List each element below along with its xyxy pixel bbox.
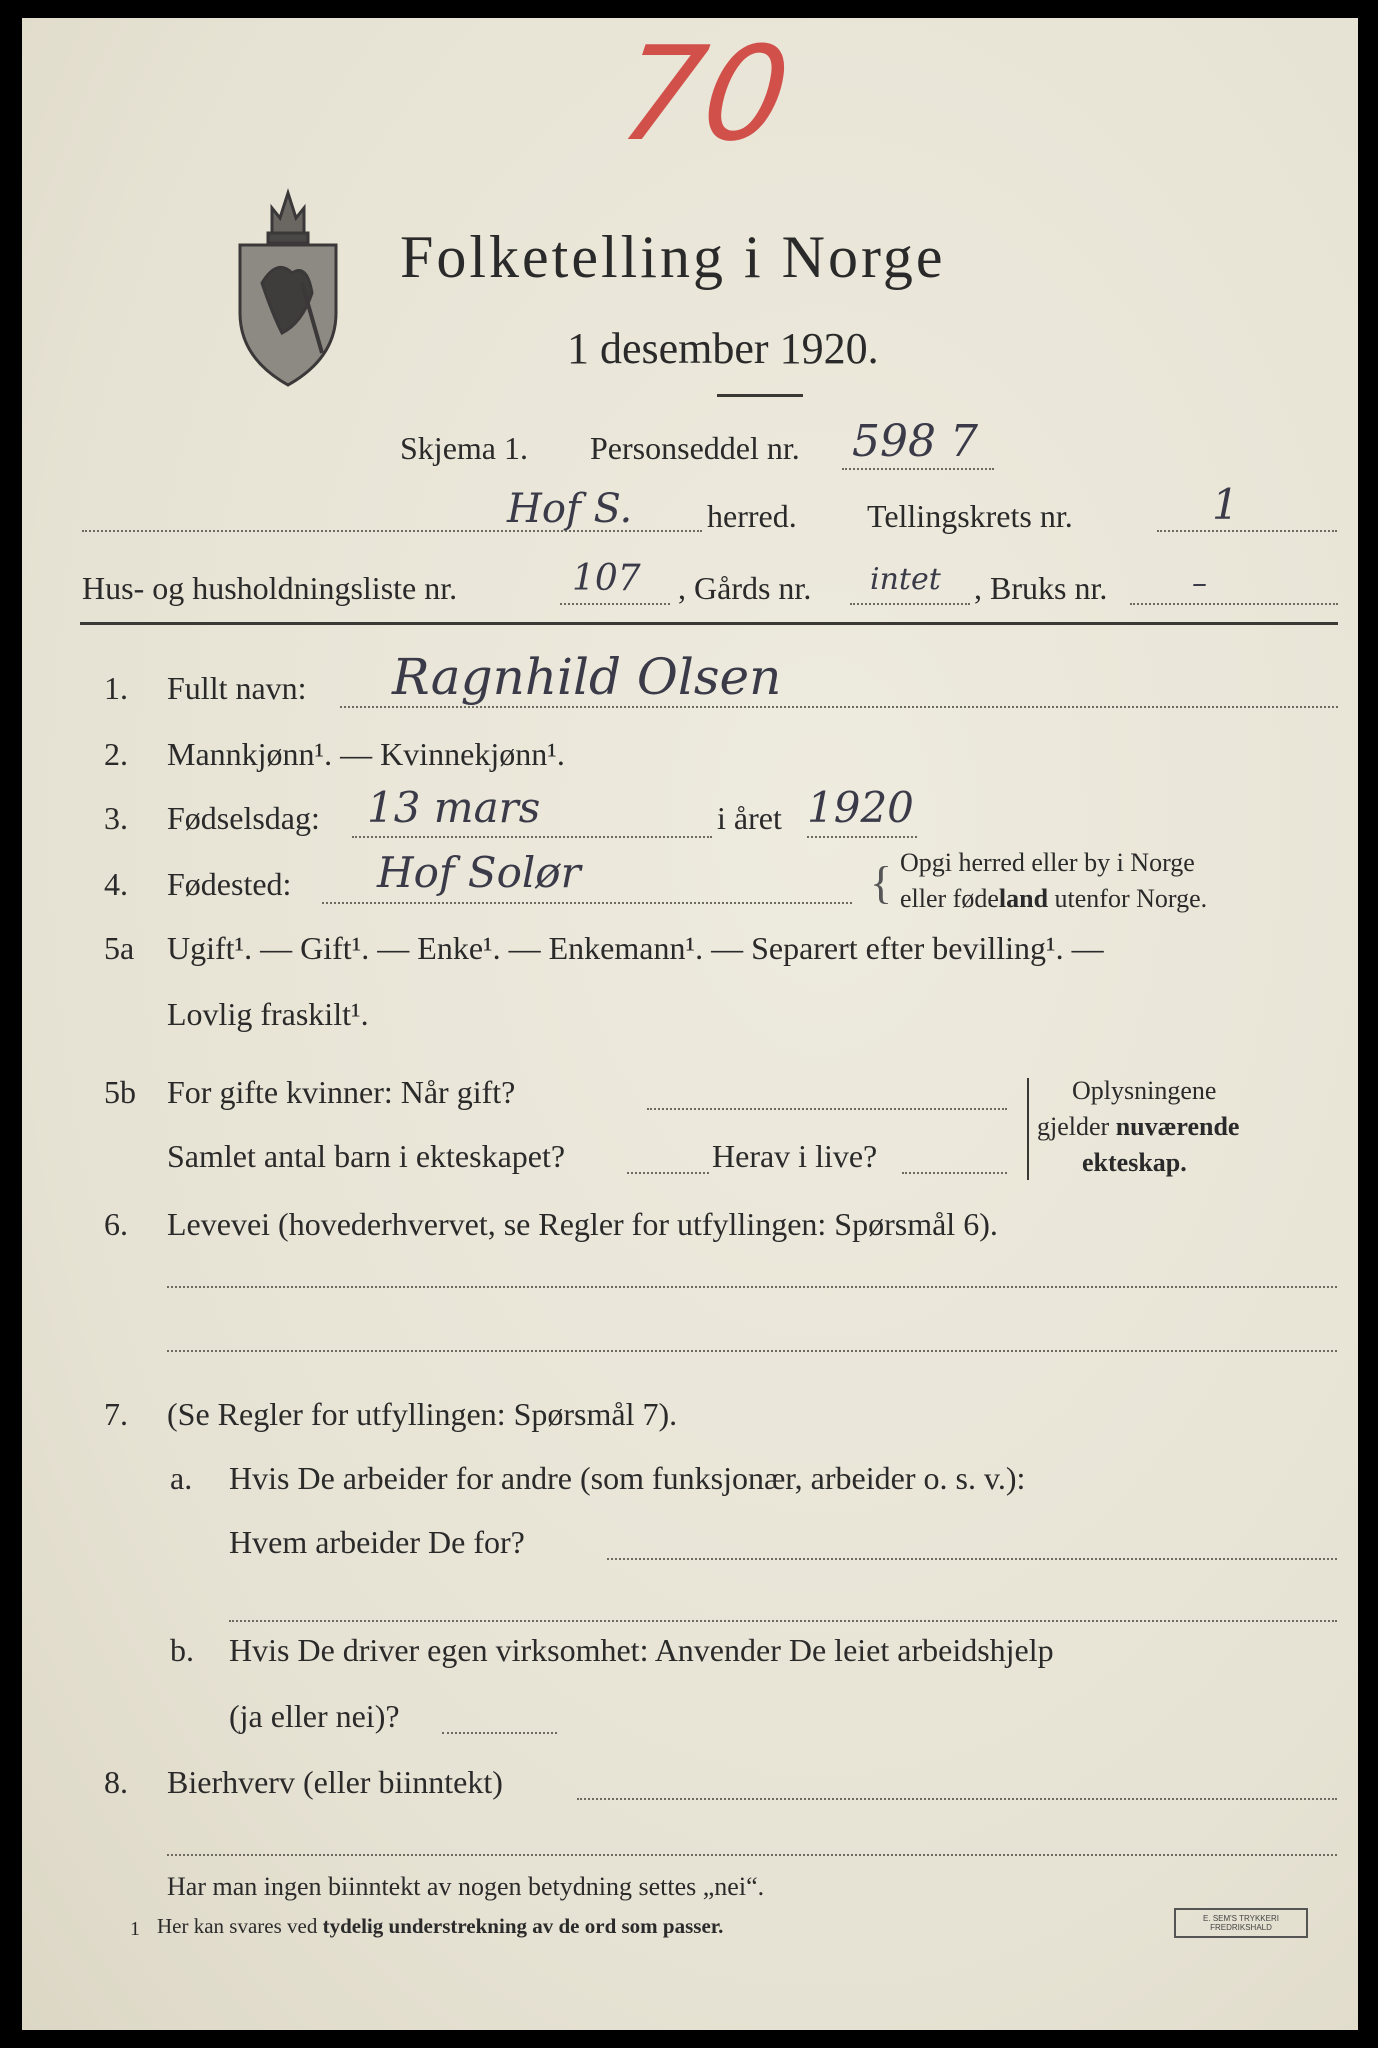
q6-label: Levevei (hovederhvervet, se Regler for utfyllingen: Spørsmål 6). (167, 1206, 998, 1242)
norway-coat-of-arms-icon (232, 163, 344, 398)
q5b-alive-label: Herav i live? (712, 1138, 878, 1174)
q7b-yes-no-label: (ja eller nei)? (229, 1698, 400, 1734)
personseddel-value: 598 7 (852, 416, 978, 467)
q4-brace: { (870, 857, 893, 908)
birthplace-value: Hof Solør (377, 848, 581, 897)
q2-number: 2. (104, 736, 128, 772)
q5b-bracket (1027, 1078, 1029, 1180)
title-divider (717, 394, 803, 397)
q7-label: (Se Regler for utfyllingen: Spørsmål 7). (167, 1396, 678, 1432)
personseddel-label: Personseddel nr. (590, 430, 800, 466)
birth-year-value: 1920 (807, 783, 914, 832)
q7-number: 7. (104, 1396, 128, 1432)
gards-label: , Gårds nr. (678, 570, 812, 606)
q1-number: 1. (104, 670, 128, 706)
printer-stamp: E. SEM'S TRYKKERI FREDRIKSHALD (1174, 1908, 1308, 1938)
q8-label: Bierhverv (eller biinntekt) (167, 1764, 503, 1800)
birth-year-label: i året (717, 800, 782, 836)
q7a-employer-label: Hvem arbeider De for? (229, 1524, 525, 1560)
herred-label: herred. (707, 498, 797, 534)
gards-value: intet (870, 562, 941, 597)
birthday-value: 13 mars (367, 783, 541, 832)
q4-note-line1: Opgi herred eller by i Norge (900, 848, 1195, 877)
red-pencil-number: 70 (611, 18, 799, 170)
no-income-note: Har man ingen biinntekt av nogen betydning settes „nei“. (167, 1872, 765, 1901)
full-name-value: Ragnhild Olsen (392, 648, 782, 706)
q5b-number: 5b (104, 1074, 136, 1110)
q5a-number: 5a (104, 930, 135, 966)
form-title: Folketelling i Norge (400, 224, 946, 290)
q1-label: Fullt navn: (167, 670, 307, 706)
q7a-number: a. (170, 1460, 193, 1496)
tellingskrets-value: 1 (1212, 480, 1239, 529)
q5b-children-label: Samlet antal barn i ekteskapet? (167, 1138, 566, 1174)
q5b-note-line3: ekteskap. (1082, 1148, 1187, 1177)
schema-label: Skjema 1. (400, 430, 528, 466)
q8-number: 8. (104, 1764, 128, 1800)
husholdningsliste-label: Hus- og husholdningsliste nr. (82, 570, 458, 606)
q7b-number: b. (170, 1632, 194, 1668)
q7a-label: Hvis De arbeider for andre (som funksjonær, arbeider o. s. v.): (229, 1460, 1026, 1496)
q6-number: 6. (104, 1206, 128, 1242)
tellingskrets-label: Tellingskrets nr. (867, 498, 1073, 534)
q3-number: 3. (104, 800, 128, 836)
census-date: 1 desember 1920. (567, 324, 879, 373)
q7b-label: Hvis De driver egen virksomhet: Anvender De leiet arbeidshjelp (229, 1632, 1054, 1668)
footnote-number: 1 (130, 1918, 140, 1940)
bruks-label: , Bruks nr. (974, 570, 1108, 606)
q5b-note-line1: Oplysningene (1072, 1076, 1217, 1105)
q4-label: Fødested: (167, 866, 292, 902)
q3-label: Fødselsdag: (167, 800, 320, 836)
footnote-text: Her kan svares ved tydelig understrekning av de ord som passer. (157, 1914, 724, 1938)
q4-note-line2: eller fødeland utenfor Norge. (900, 884, 1208, 913)
header-divider (80, 622, 1338, 625)
marital-status-options-cont: Lovlig fraskilt¹. (167, 996, 369, 1032)
q5b-label: For gifte kvinner: Når gift? (167, 1074, 516, 1110)
herred-value: Hof S. (507, 486, 633, 532)
marital-status-options: Ugift¹. — Gift¹. — Enke¹. — Enkemann¹. — Separert efter bevilling¹. — (167, 930, 1104, 966)
husholdningsliste-value: 107 (572, 558, 641, 599)
census-form (22, 18, 1358, 2030)
bruks-value: – (1192, 566, 1207, 601)
gender-options: Mannkjønn¹. — Kvinnekjønn¹. (167, 736, 565, 772)
q4-number: 4. (104, 866, 128, 902)
q5b-note-line2: gjelder nuværende (1037, 1112, 1240, 1141)
